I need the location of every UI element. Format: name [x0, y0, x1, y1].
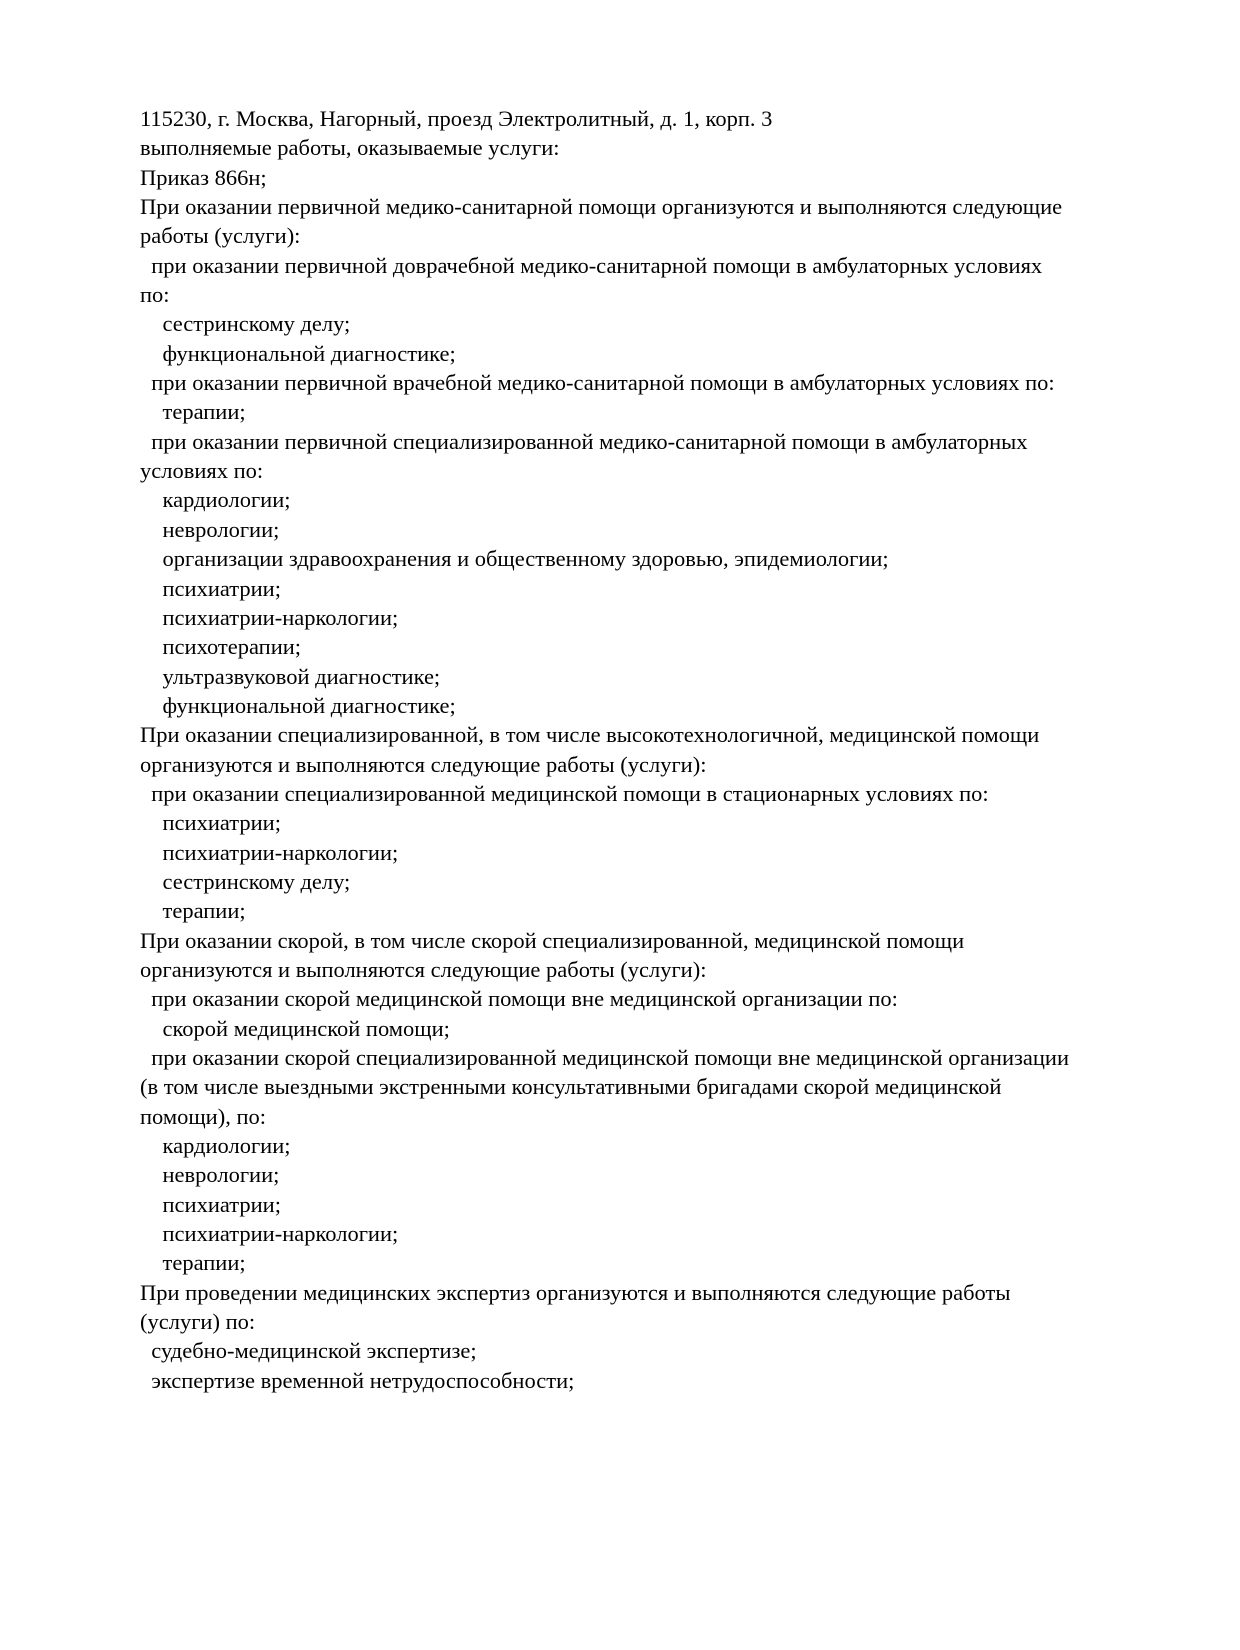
text-line: терапии; [140, 399, 246, 425]
text-line: кардиологии; [140, 1133, 291, 1159]
text-line: организуются и выполняются следующие работы (услуги): [140, 751, 707, 777]
text-line: При проведении медицинских экспертиз организуются и выполняются следующие работы [140, 1279, 1011, 1305]
text-line: при оказании скорой медицинской помощи вне медицинской организации по: [140, 986, 898, 1012]
text-line: 115230, г. Москва, Нагорный, проезд Электролитный, д. 1, корп. 3 [140, 106, 773, 131]
text-line: скорой медицинской помощи; [140, 1015, 450, 1041]
text-line: судебно-медицинской экспертизе; [140, 1338, 477, 1364]
text-line: (услуги) по: [140, 1309, 256, 1335]
text-line: психиатрии; [140, 1191, 281, 1217]
text-line: неврологии; [140, 516, 280, 542]
text-line: психиатрии; [140, 575, 281, 601]
text-line: сестринскому делу; [140, 868, 351, 894]
text-line: при оказании первичной доврачебной медико-санитарной помощи в амбулаторных условиях [140, 252, 1043, 278]
text-line: условиях по: [140, 458, 264, 484]
text-line: по: [140, 282, 170, 308]
text-line: При оказании скорой, в том числе скорой специализированной, медицинской помощи [140, 927, 965, 953]
text-line: При оказании специализированной, в том числе высокотехнологичной, медицинской помощи [140, 722, 1040, 748]
text-line: при оказании первичной специализированной медико-санитарной помощи в амбулаторных [140, 428, 1028, 454]
text-line: кардиологии; [140, 487, 291, 513]
text-line: функциональной диагностике; [140, 340, 456, 366]
text-line: функциональной диагностике; [140, 692, 456, 718]
text-line: работы (услуги): [140, 223, 301, 249]
text-line: ультразвуковой диагностике; [140, 663, 441, 689]
text-line: При оказании первичной медико-санитарной помощи организуются и выполняются следующие [140, 194, 1063, 220]
text-line: психиатрии-наркологии; [140, 839, 399, 865]
text-line: организуются и выполняются следующие работы (услуги): [140, 956, 707, 982]
text-line: сестринскому делу; [140, 311, 351, 337]
text-line: помощи), по: [140, 1103, 267, 1129]
text-line: психотерапии; [140, 634, 302, 660]
text-line: (в том числе выездными экстренными консультативными бригадами скорой медицинской [140, 1074, 1002, 1100]
text-line: при оказании специализированной медицинской помощи в стационарных условиях по: [140, 780, 989, 806]
text-line: при оказании скорой специализированной медицинской помощи вне медицинской организации [140, 1045, 1070, 1070]
text-line: Приказ 866н; [140, 164, 267, 190]
text-line: выполняемые работы, оказываемые услуги: [140, 135, 560, 161]
text-line: терапии; [140, 1250, 246, 1276]
text-line: психиатрии; [140, 810, 281, 836]
text-line: экспертизе временной нетрудоспособности; [140, 1367, 575, 1393]
text-line: психиатрии-наркологии; [140, 1221, 399, 1247]
text-line: организации здравоохранения и общественному здоровью, эпидемиологии; [140, 546, 889, 572]
text-line: психиатрии-наркологии; [140, 604, 399, 630]
document-text-block [140, 104, 1170, 1395]
text-line: терапии; [140, 898, 246, 924]
text-line: при оказании первичной врачебной медико-санитарной помощи в амбулаторных условиях по: [140, 370, 1055, 396]
text-line: неврологии; [140, 1162, 280, 1188]
